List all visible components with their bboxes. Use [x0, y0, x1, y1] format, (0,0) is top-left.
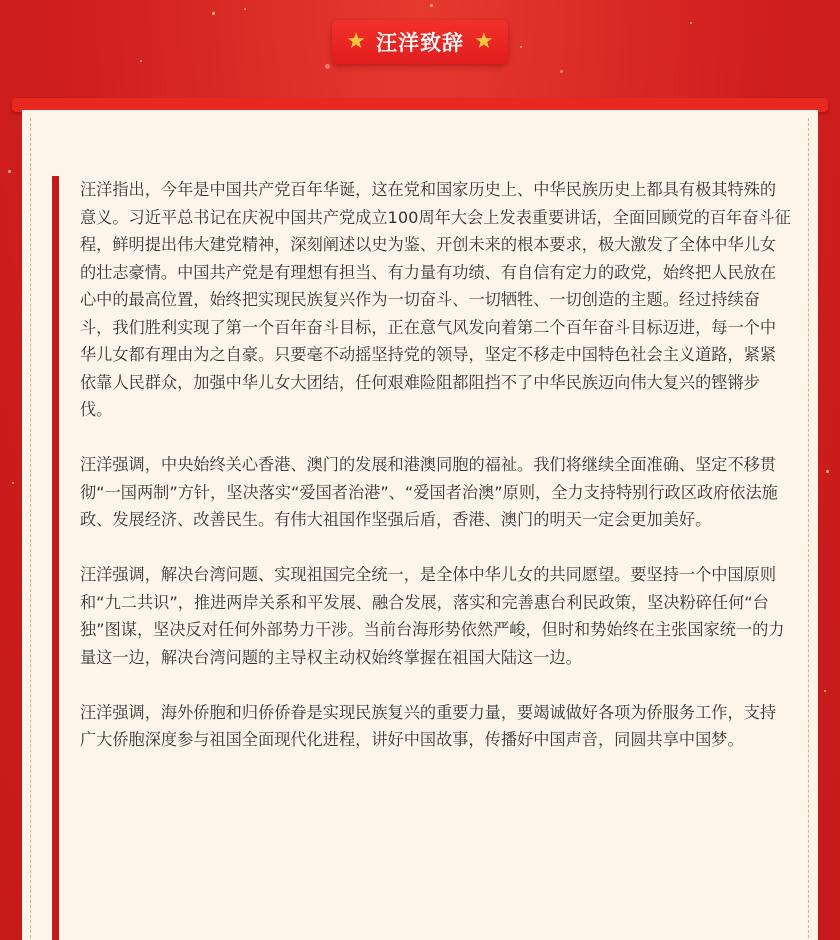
sparkle-decoration: [560, 70, 563, 73]
paragraph: 汪洋强调，中央始终关心香港、澳门的发展和港澳同胞的福祉。我们将继续全面准确、坚定不移贯彻“一国两制”方针，坚决落实“爱国者治港”、“爱国者治澳”原则，全力支持特别行政区政府依法施政、发展经济、改善民生。有伟大祖国作坚强后盾，香港、澳门的明天一定会更加美好。: [80, 455, 778, 529]
sparkle-decoration: [325, 64, 330, 69]
dashed-border-left: [30, 118, 31, 940]
header: [0, 20, 840, 64]
paragraph: 汪洋指出，今年是中国共产党百年华诞，这在党和国家历史上、中华民族历史上都具有极其特殊的意义。习近平总书记在庆祝中国共产党成立100周年大会上发表重要讲话，全面回顾党的百年奋斗征程，鲜明提出伟大建党精神，深刻阐述以史为鉴、开创未来的根本要求，极大激发了全体中华儿女的壮志豪情。中国共产党是有理想有担当、有力量有功绩、有自信有定力的政党，始终把人民放在心中的最高位置，始终把实现民族复兴作为一切奋斗、一切牺牲、一切创造的主题。经过持续奋斗，我们胜利实现了第一个百年奋斗目标，正在意气风发向着第二个百年奋斗目标迈进，每一个中华儿女都有理由为之自豪。只要毫不动摇坚持党的领导，坚定不移走中国特色社会主义道路，紧紧依靠人民群众，加强中华儿女大团结，任何艰难险阻都阻挡不了中华民族迈向伟大复兴的铿锵步伐。: [80, 180, 791, 419]
sparkle-decoration: [824, 690, 826, 692]
sparkle-decoration: [430, 4, 433, 7]
sparkle-decoration: [8, 170, 11, 173]
sparkle-decoration: [244, 8, 246, 10]
accent-bar: [52, 176, 59, 940]
sparkle-decoration: [12, 482, 14, 484]
star-icon: ★: [346, 29, 366, 54]
star-icon: ★: [474, 29, 494, 54]
article-body: [80, 176, 792, 781]
sparkle-decoration: [826, 470, 829, 473]
sparkle-decoration: [212, 12, 215, 15]
paragraph: 汪洋强调，海外侨胞和归侨侨眷是实现民族复兴的重要力量，要竭诚做好各项为侨服务工作，支持广大侨胞深度参与祖国全面现代化进程，讲好中国故事，传播好中国声音，同圆共享中国梦。: [80, 702, 777, 749]
page-title: 汪洋致辞: [376, 31, 464, 55]
title-badge: [332, 20, 507, 64]
paragraph: 汪洋强调，解决台湾问题、实现祖国完全统一，是全体中华儿女的共同愿望。要坚持一个中国原则和“九二共识”，推进两岸关系和平发展、融合发展，落实和完善惠台利民政策，坚决粉碎任何“台独”图谋，坚决反对任何外部势力干涉。当前台海形势依然严峻，但时和势始终在主张国家统一的力量这一边，解决台湾问题的主导权主动权始终掌握在祖国大陆这一边。: [80, 565, 785, 667]
dashed-border-right: [808, 118, 809, 940]
